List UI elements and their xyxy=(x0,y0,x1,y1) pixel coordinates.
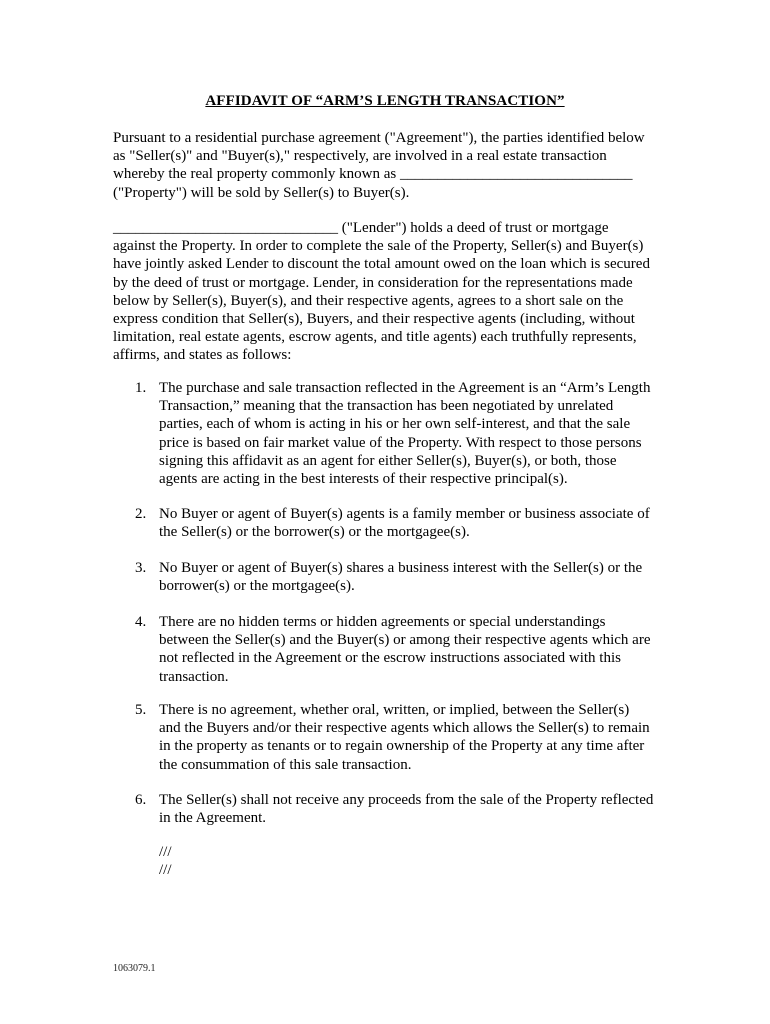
item-body xyxy=(159,613,669,686)
continuation-mark: /// xyxy=(159,862,172,879)
item-body xyxy=(159,559,669,595)
lender-line: against the Property. In order to complete the sale of the Property, Seller(s) and Buyer(s) xyxy=(113,238,644,255)
intro-line: Pursuant to a residential purchase agreement ("Agreement"), the parties identified below xyxy=(113,130,645,146)
document-title: AFFIDAVIT OF “ARM’S LENGTH TRANSACTION” xyxy=(205,93,565,109)
item-line: There is no agreement, whether oral, written, or implied, between the Seller(s) xyxy=(159,702,630,718)
item-number: 4. xyxy=(135,614,147,630)
lender-line: ______________________________ ("Lender") holds a deed of trust or mortgage xyxy=(113,220,609,236)
item-line: borrower(s) or the mortgagee(s). xyxy=(159,578,355,595)
lender-line: limitation, real estate agents, escrow agents, and title agents) each truthfully represents, xyxy=(113,329,637,346)
item-body xyxy=(159,379,669,488)
item-body xyxy=(159,701,669,774)
continuation-mark: /// xyxy=(159,844,172,860)
item-line: No Buyer or agent of Buyer(s) agents is a family member or business associate of xyxy=(159,506,650,522)
item-line: in the property as tenants or to regain ownership of the Property at any time after xyxy=(159,738,645,755)
item-line: The Seller(s) shall not receive any proceeds from the sale of the Property reflected xyxy=(159,792,654,808)
lender-paragraph xyxy=(113,219,661,365)
intro-line: as "Seller(s)" and "Buyer(s)," respectively, are involved in a real estate transaction xyxy=(113,148,607,165)
item-line: The purchase and sale transaction reflected in the Agreement is an “Arm’s Length xyxy=(159,380,651,396)
document-number: 1063079.1 xyxy=(113,963,156,974)
lender-line: have jointly asked Lender to discount the total amount owed on the loan which is secured xyxy=(113,256,650,273)
item-line: No Buyer or agent of Buyer(s) shares a business interest with the Seller(s) or the xyxy=(159,560,643,576)
item-line: the Seller(s) or the borrower(s) or the mortgagee(s). xyxy=(159,524,470,541)
continuation-marks xyxy=(159,843,172,879)
item-number: 1. xyxy=(135,380,147,396)
item-number: 6. xyxy=(135,792,147,808)
item-line: Transaction,” meaning that the transaction has been negotiated by unrelated xyxy=(159,398,614,415)
item-line: between the Seller(s) and the Buyer(s) or among their respective agents which are xyxy=(159,632,651,649)
item-line: in the Agreement. xyxy=(159,810,267,827)
item-line: and the Buyers and/or their respective agents which allows the Seller(s) to remain xyxy=(159,720,650,737)
intro-line: ("Property") will be sold by Seller(s) to Buyer(s). xyxy=(113,184,410,201)
item-line: price is based on fair market value of the Property. With respect to those persons xyxy=(159,434,642,451)
item-line: There are no hidden terms or hidden agreements or special understandings xyxy=(159,614,606,630)
item-number: 5. xyxy=(135,702,147,718)
lender-line: express condition that Seller(s), Buyers, and their respective agents (including, without xyxy=(113,311,635,328)
item-line: transaction. xyxy=(159,668,229,685)
lender-line: by the deed of trust or mortgage. Lender, in consideration for the representations made xyxy=(113,274,633,291)
item-line: signing this affidavit as an agent for either Seller(s), Buyer(s), or both, those xyxy=(159,452,617,469)
lender-line: below by Seller(s), Buyer(s), and their respective agents, agrees to a short sale on the xyxy=(113,292,624,309)
item-line: agents are acting in the best interests of their respective principal(s). xyxy=(159,471,568,488)
intro-paragraph xyxy=(113,129,661,202)
item-line: parties, each of whom is acting in his or her own self-interest, and that the sale xyxy=(159,416,631,433)
item-number: 2. xyxy=(135,506,147,522)
intro-line: whereby the real property commonly known as _______________________________ xyxy=(113,166,633,183)
item-body xyxy=(159,791,669,827)
item-line: the consummation of this sale transaction. xyxy=(159,756,412,773)
item-body xyxy=(159,505,669,541)
item-number: 3. xyxy=(135,560,147,576)
item-line: not reflected in the Agreement or the escrow instructions associated with this xyxy=(159,650,621,667)
lender-line: affirms, and states as follows: xyxy=(113,347,292,364)
